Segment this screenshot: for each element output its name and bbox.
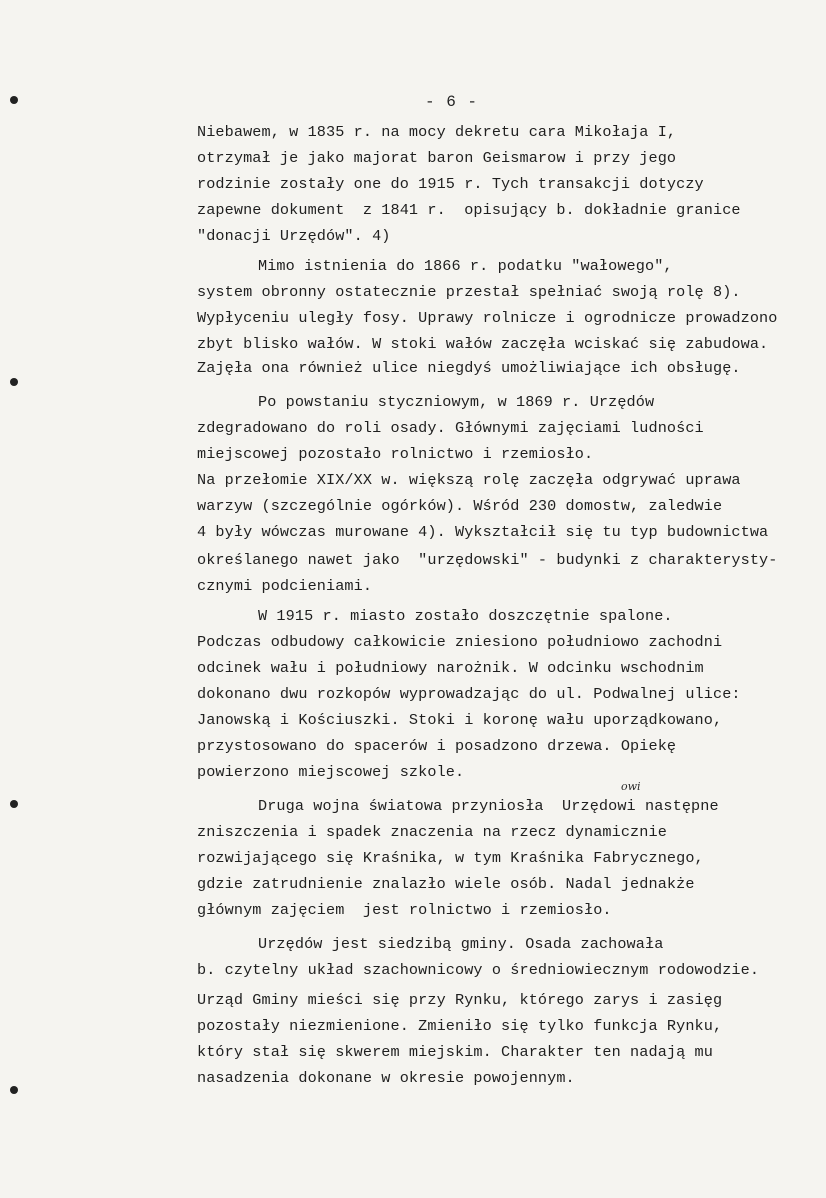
text-line: Wypłyceniu uległy fosy. Uprawy rolnicze i ogrodnicze prowadzono (197, 309, 778, 327)
text-line: nasadzenia dokonane w okresie powojennym. (197, 1069, 575, 1087)
text-line: 4 były wówczas murowane 4). Wykształcił się tu typ budownictwa (197, 523, 769, 541)
text-line: Na przełomie XIX/XX w. większą rolę zaczęła odgrywać uprawa (197, 471, 741, 489)
text-line: odcinek wału i południowy narożnik. W odcinku wschodnim (197, 659, 704, 677)
text-line: miejscowej pozostało rolnictwo i rzemiosło. (197, 445, 594, 463)
text-line: Urzędów jest siedzibą gminy. Osada zachowała (258, 935, 664, 953)
text-line: "donacji Urzędów". 4) (197, 227, 391, 245)
text-line: system obronny ostatecznie przestał spełniać swoją rolę 8). (197, 283, 741, 301)
text-line: rozwijającego się Kraśnika, w tym Kraśnika Fabrycznego, (197, 849, 704, 867)
text-line: głównym zajęciem jest rolnictwo i rzemiosło. (197, 901, 612, 919)
text-line: Janowską i Kościuszki. Stoki i koronę wału uporządkowano, (197, 711, 723, 729)
binder-hole (10, 96, 18, 104)
handwritten-correction: owi (621, 780, 641, 793)
text-line: W 1915 r. miasto zostało doszczętnie spalone. (258, 607, 673, 625)
text-line: b. czytelny układ szachownicowy o średniowiecznym rodowodzie. (197, 961, 760, 979)
text-line: przystosowano do spacerów i posadzono drzewa. Opiekę (197, 737, 677, 755)
text-line: Urząd Gminy mieści się przy Rynku, którego zarys i zasięg (197, 991, 723, 1009)
text-line: Podczas odbudowy całkowicie zniesiono południowo zachodni (197, 633, 723, 651)
text-line: który stał się skwerem miejskim. Charakter ten nadają mu (197, 1043, 713, 1061)
text-line: określanego nawet jako "urzędowski" - budynki z charakterysty- (197, 551, 778, 569)
text-line: Mimo istnienia do 1866 r. podatku "wałowego", (258, 257, 673, 275)
text-line: dokonano dwu rozkopów wyprowadzając do ul. Podwalnej ulice: (197, 685, 741, 703)
text-line: zdegradowano do roli osady. Głównymi zajęciami ludności (197, 419, 704, 437)
text-line: gdzie zatrudnienie znalazło wiele osób. Nadal jednakże (197, 875, 695, 893)
text-line: Druga wojna światowa przyniosła Urzędowi następne (258, 797, 719, 815)
text-line: otrzymał je jako majorat baron Geismarow i przy jego (197, 149, 677, 167)
binder-hole (10, 800, 18, 808)
text-line: zniszczenia i spadek znaczenia na rzecz dynamicznie (197, 823, 667, 841)
text-line: pozostały niezmienione. Zmieniło się tylko funkcja Rynku, (197, 1017, 723, 1035)
text-line: warzyw (szczególnie ogórków). Wśród 230 domostw, zaledwie (197, 497, 723, 515)
text-line: Po powstaniu styczniowym, w 1869 r. Urzędów (258, 393, 655, 411)
text-line: zbyt blisko wałów. W stoki wałów zaczęła wciskać się zabudowa. (197, 335, 769, 353)
binder-hole (10, 1086, 18, 1094)
text-line: powierzono miejscowej szkole. (197, 763, 465, 781)
binder-hole (10, 378, 18, 386)
text-line: cznymi podcieniami. (197, 577, 373, 595)
page-number: - 6 - (425, 93, 479, 111)
text-line: zapewne dokument z 1841 r. opisujący b. dokładnie granice (197, 201, 741, 219)
text-line: Niebawem, w 1835 r. na mocy dekretu cara Mikołaja I, (197, 123, 677, 141)
text-line: rodzinie zostały one do 1915 r. Tych transakcji dotyczy (197, 175, 704, 193)
text-line: Zajęła ona również ulice niegdyś umożliwiające ich obsługę. (197, 359, 741, 377)
